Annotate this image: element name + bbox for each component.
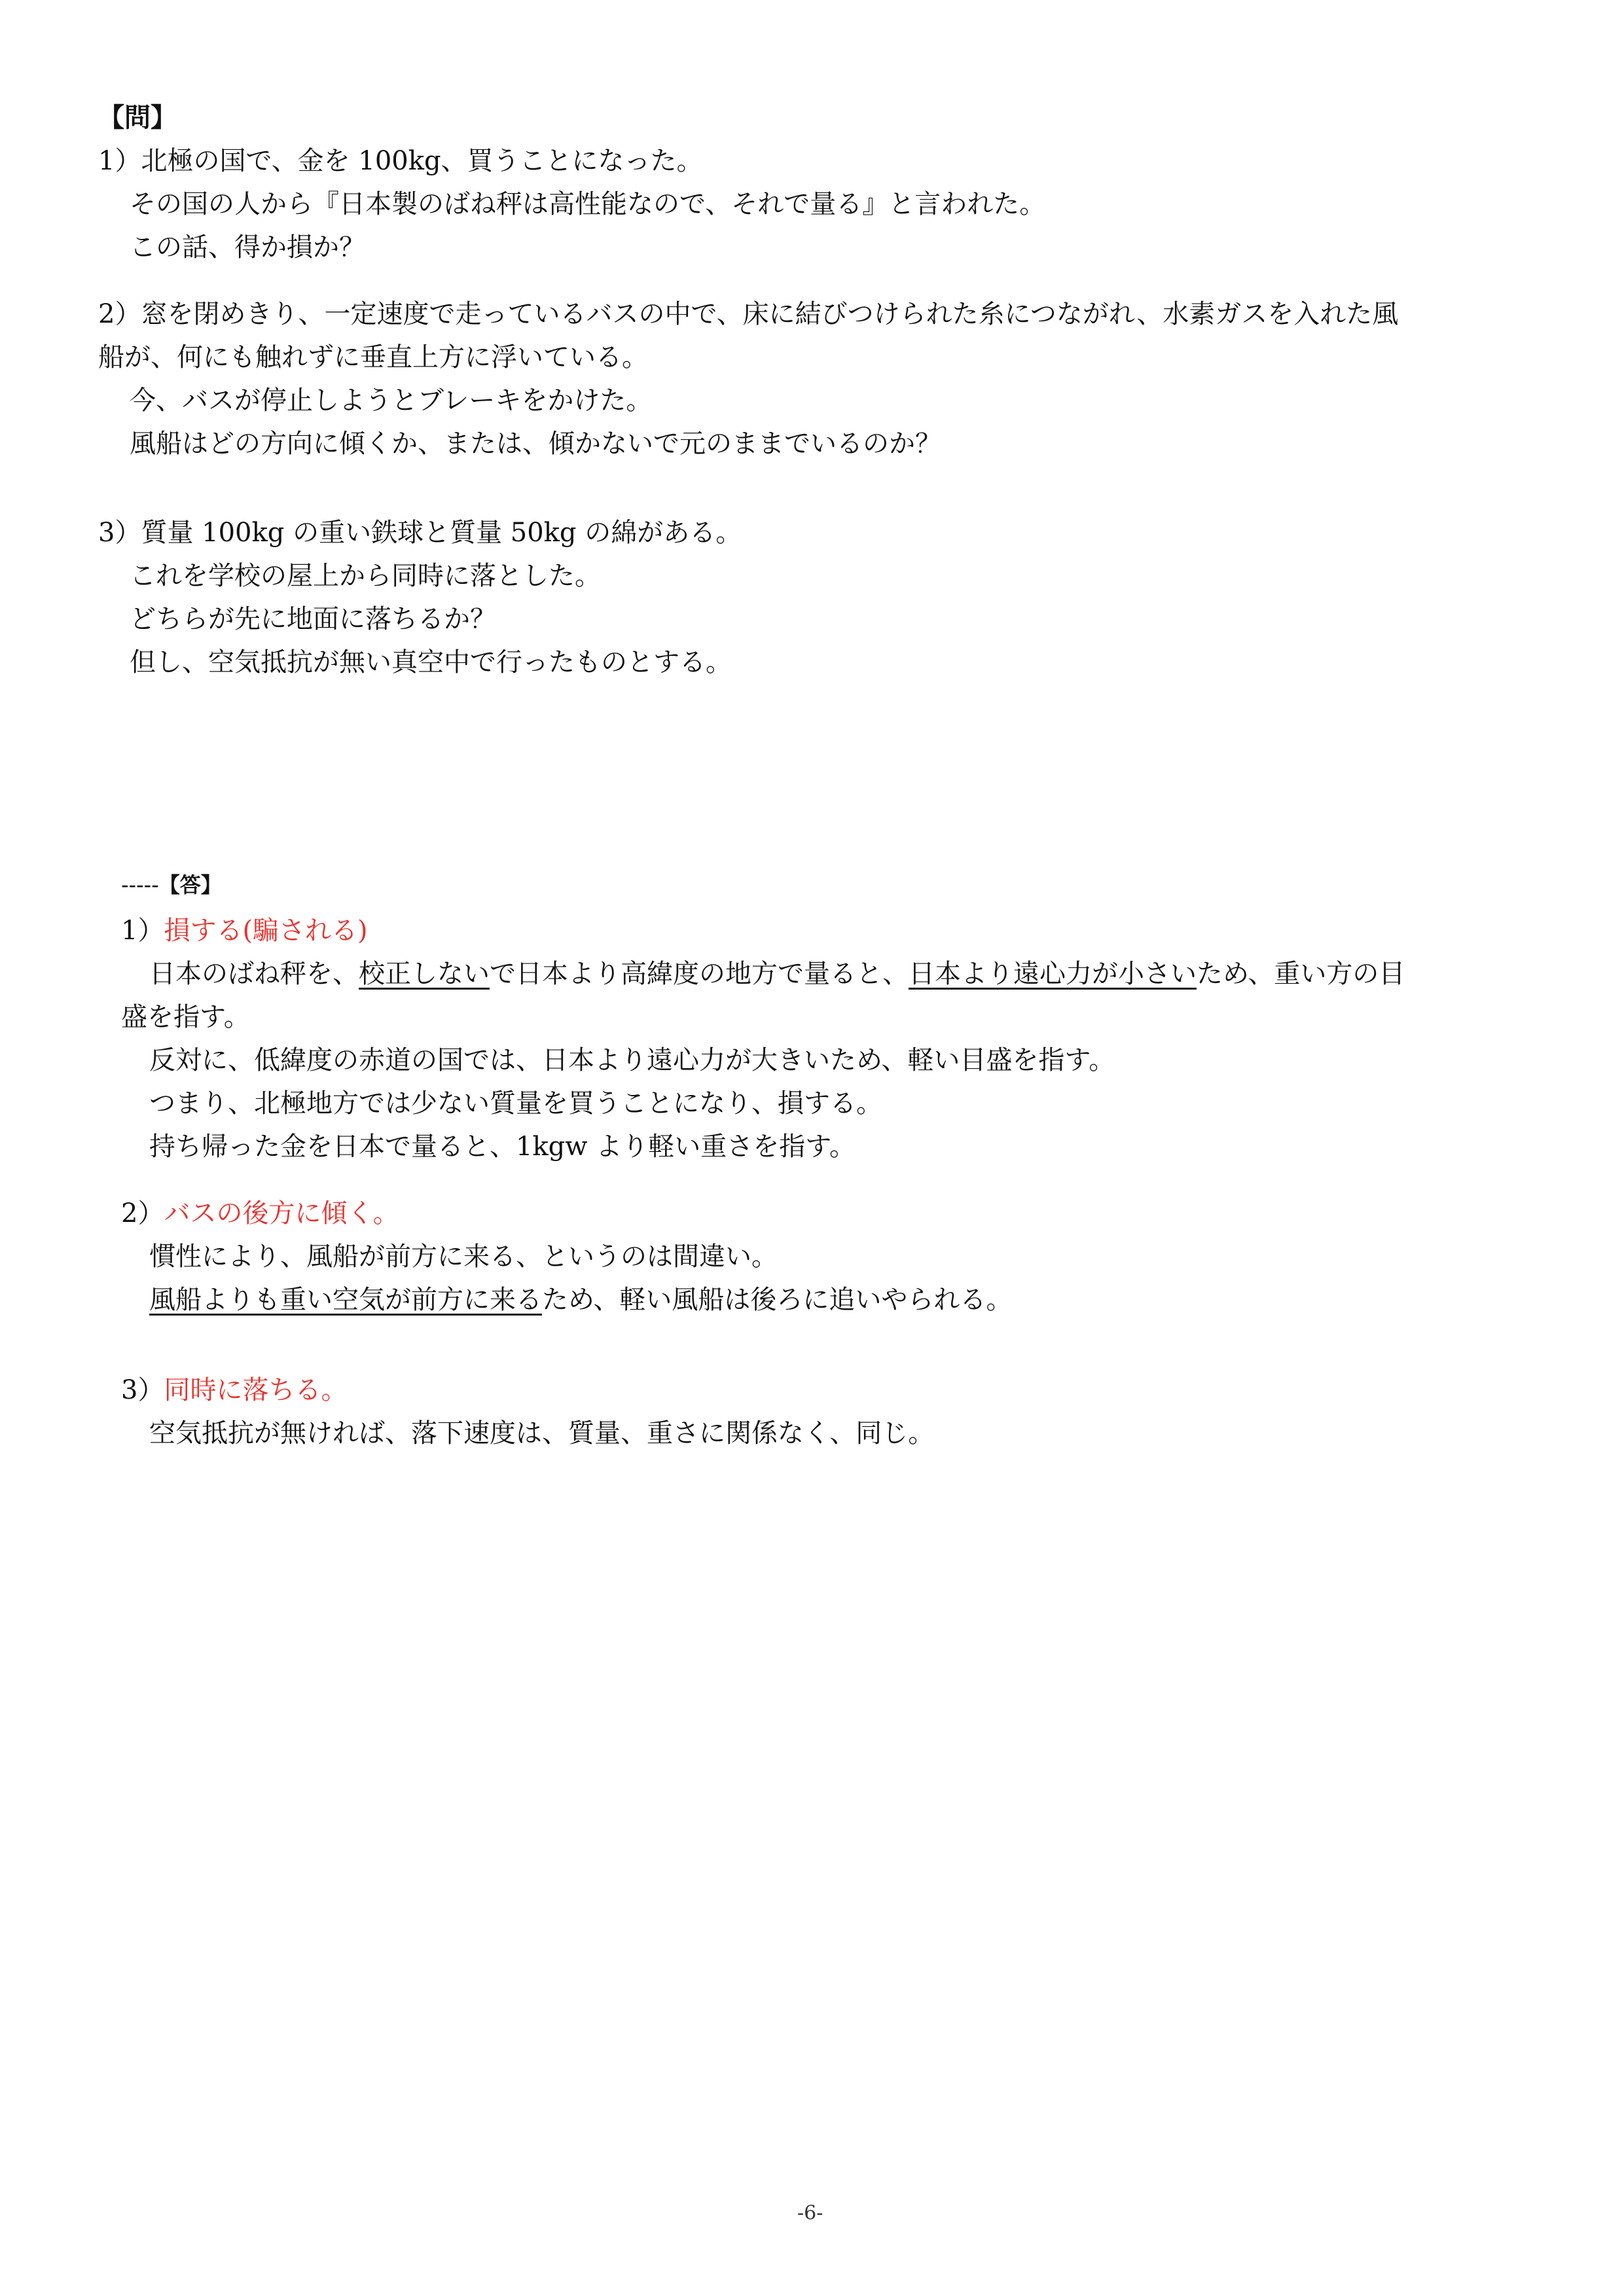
answer-heading: 【答】 (158, 872, 222, 897)
q3-line-3: どちらが先に地面に落ちるか？ (130, 604, 496, 634)
a1-line-2-part-1: 日本のばね秤を、 (149, 959, 359, 989)
a1-result: 損する(騙される) (164, 916, 368, 946)
answer-heading-dashes: ----- (121, 872, 159, 897)
a1-underlined-phrase-1: 校正しない (359, 959, 490, 989)
a2-result: バスの後方に傾く。 (164, 1198, 399, 1229)
a1-line-6: 持ち帰った金を日本で量ると、1kgw より軽い重さを指す。 (149, 1132, 856, 1162)
a2-underlined-phrase: 風船よりも重い空気が前方に来る (149, 1285, 542, 1315)
q1-line-3: この話、得か損か？ (130, 232, 365, 262)
a1-line-2-part-2: で日本より高緯度の地方で量ると、 (490, 959, 909, 989)
q2-line-3: 今、バスが停止しようとブレーキをかけた。 (130, 386, 653, 416)
a1-underlined-phrase-2: 日本より遠心力が小さい (909, 959, 1197, 989)
a3-result-line (121, 1371, 347, 1410)
q3-line-1: 3）質量 100kg の重い鉄球と質量 50kg の綿がある。 (98, 518, 742, 548)
a1-result-line (121, 911, 368, 950)
a1-line-2-part-3: ため、重い方の目 (1197, 959, 1405, 989)
q2-line-4: 風船はどの方向に傾くか、または、傾かないで元のままでいるのか？ (130, 429, 941, 459)
a1-line-2 (149, 954, 1405, 994)
a2-line-3-part-2: ため、軽い風船は後ろに追いやられる。 (542, 1285, 1013, 1315)
page-number: -6- (797, 2202, 823, 2225)
q1-line-2: その国の人から『日本製のばね秤は高性能なので、それで量る』と言われた。 (130, 189, 1046, 219)
a1-line-5: つまり、北極地方では少ない質量を買うことになり、損する。 (149, 1088, 882, 1119)
a2-line-2: 慣性により、風船が前方に来る、というのは間違い。 (149, 1242, 778, 1272)
q3-line-4: 但し、空気抵抗が無い真空中で行ったものとする。 (130, 647, 732, 677)
a2-line-3 (149, 1280, 1012, 1319)
q3-line-2: これを学校の屋上から同時に落とした。 (130, 561, 601, 591)
a1-line-3: 盛を指す。 (121, 1002, 250, 1032)
a2-number: 2） (121, 1198, 164, 1229)
a3-result: 同時に落ちる。 (164, 1375, 348, 1405)
a3-line-2: 空気抵抗が無ければ、落下速度は、質量、重さに関係なく、同じ。 (149, 1418, 935, 1448)
q1-line-1: 1）北極の国で、金を 100kg、買うことになった。 (98, 146, 703, 176)
question-heading: 【問】 (98, 103, 177, 133)
q2-line-1: 2）窓を閉めきり、一定速度で走っているバスの中で、床に結びつけられた糸につながれ、水素ガスを入れた風 (98, 299, 1399, 329)
a3-number: 3） (121, 1375, 164, 1405)
a1-line-4: 反対に、低緯度の赤道の国では、日本より遠心力が大きいため、軽い目盛を指す。 (149, 1045, 1115, 1075)
a2-result-line (121, 1194, 399, 1233)
answer-heading-row (121, 865, 222, 905)
a1-number: 1） (121, 916, 164, 946)
q2-line-2: 船が、何にも触れずに垂直上方に浮いている。 (98, 342, 648, 372)
